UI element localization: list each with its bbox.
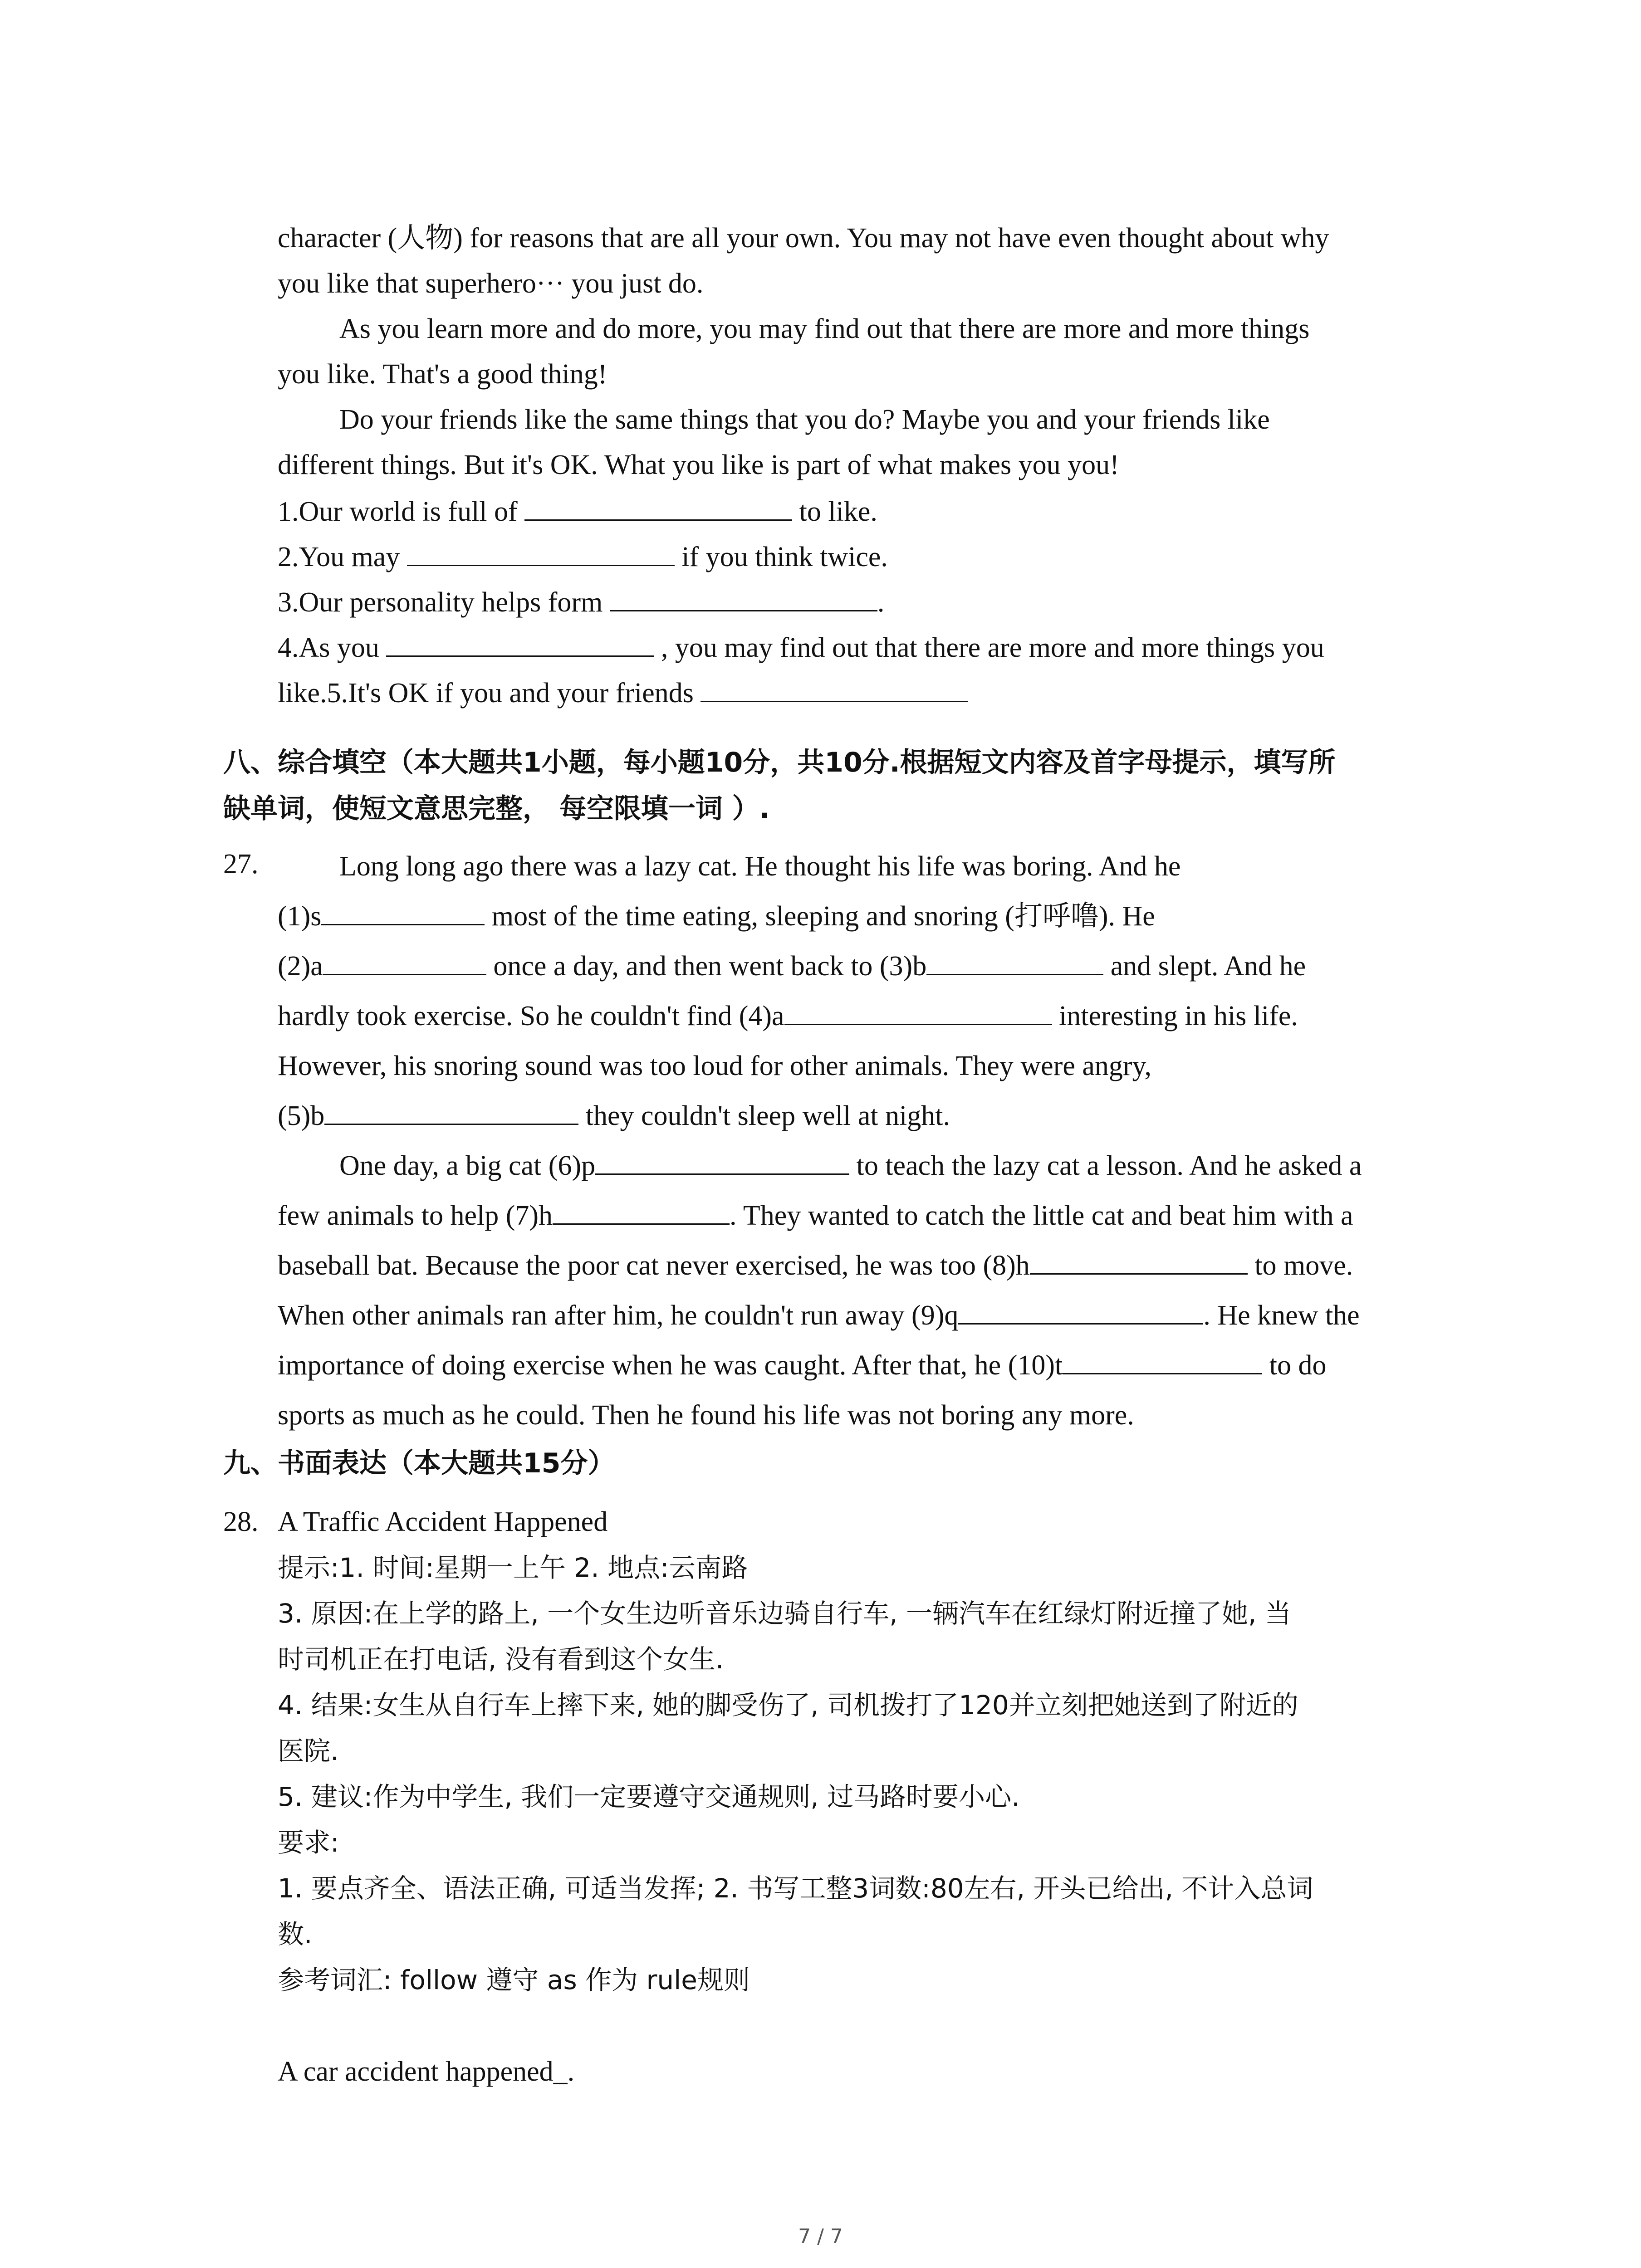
fill-question-4: 4.As you , you may find out that there are more and more things you bbox=[278, 624, 1457, 669]
passage-line: As you learn more and do more, you may find out that there are more and more things bbox=[339, 313, 1310, 344]
cloze-line: Long long ago there was a lazy cat. He thought his life was boring. And he bbox=[339, 851, 1181, 882]
answer-blank[interactable] bbox=[321, 892, 485, 925]
passage-line: character (人物) for reasons that are all your own. You may not have even thought about why bbox=[278, 223, 1329, 254]
cloze-line: One day, a big cat (6)p to teach the lazy cat a lesson. And he asked a bbox=[278, 1141, 1457, 1191]
prompt-line: 提示:1. 时间:星期一上午 2. 地点:云南路 bbox=[278, 1552, 748, 1583]
writing-task bbox=[278, 1499, 1457, 2095]
prompt-line: 医院. bbox=[278, 1735, 339, 1766]
prompt-line: 4. 结果:女生从自行车上摔下来, 她的脚受伤了, 司机拨打了120并立刻把她送到了附近的 bbox=[278, 1690, 1298, 1721]
answer-blank[interactable] bbox=[784, 992, 1052, 1025]
cloze-line: sports as much as he could. Then he found his life was not boring any more. bbox=[278, 1400, 1134, 1431]
answer-blank[interactable] bbox=[1030, 1242, 1248, 1275]
prompt-line: 5. 建议:作为中学生, 我们一定要遵守交通规则, 过马路时要小心. bbox=[278, 1781, 1020, 1812]
prompt-line: 3. 原因:在上学的路上, 一个女生边听音乐边骑自行车, 一辆汽车在红绿灯附近撞了她, 当 bbox=[278, 1598, 1291, 1629]
passage-line: Do your friends like the same things that you do? Maybe you and your friends like bbox=[339, 404, 1270, 435]
prompt-line: 参考词汇: follow 遵守 as 作为 rule规则 bbox=[278, 1965, 750, 1995]
cloze-line: (5)b they couldn't sleep well at night. bbox=[278, 1091, 1457, 1141]
passage-line: you like that superhero··· you just do. bbox=[278, 268, 704, 299]
writing-title: A Traffic Accident Happened bbox=[278, 1506, 608, 1537]
fill-question-3: 3.Our personality helps form . bbox=[278, 578, 1457, 624]
cloze-line: However, his snoring sound was too loud for other animals. They were angry, bbox=[278, 1051, 1151, 1081]
prompt-line: 要求: bbox=[278, 1827, 339, 1858]
cloze-line: (1)s most of the time eating, sleeping and snoring (打呼噜). He bbox=[278, 891, 1457, 941]
cloze-line: baseball bat. Because the poor cat never exercised, he was too (8)h to move. bbox=[278, 1241, 1457, 1290]
answer-blank[interactable] bbox=[595, 1142, 849, 1175]
fill-question-5: like.5.It's OK if you and your friends bbox=[278, 669, 1457, 714]
answer-blank[interactable] bbox=[323, 942, 486, 975]
answer-blank[interactable] bbox=[324, 1092, 578, 1125]
cloze-line: (2)a once a day, and then went back to (3)b and slept. And he bbox=[278, 941, 1457, 991]
answer-blank[interactable] bbox=[958, 1291, 1203, 1325]
cloze-passage bbox=[278, 841, 1457, 1440]
answer-blank[interactable] bbox=[700, 669, 968, 702]
answer-blank[interactable] bbox=[407, 533, 675, 566]
passage-line: you like. That's a good thing! bbox=[278, 359, 607, 390]
answer-blank[interactable] bbox=[1063, 1341, 1262, 1374]
page-number: 7 / 7 bbox=[798, 2225, 843, 2248]
prompt-line: 1. 要点齐全、语法正确, 可适当发挥; 2. 书写工整3词数:80左右, 开头已给出, 不计入总词 bbox=[278, 1873, 1313, 1904]
cloze-line: When other animals ran after him, he couldn't run away (9)q . He knew the bbox=[278, 1290, 1457, 1340]
fill-question-1: 1.Our world is full of to like. bbox=[278, 488, 1457, 533]
answer-blank[interactable] bbox=[926, 942, 1103, 975]
passage-line: different things. But it's OK. What you like is part of what makes you you! bbox=[278, 450, 1119, 480]
question-number: 28. bbox=[223, 1506, 259, 1537]
prompt-line: 数. bbox=[278, 1919, 313, 1950]
answer-blank[interactable] bbox=[610, 578, 877, 611]
prompt-line: 时司机正在打电话, 没有看到这个女生. bbox=[278, 1644, 724, 1675]
fill-question-2: 2.You may if you think twice. bbox=[278, 533, 1457, 578]
cloze-line: few animals to help (7)h . They wanted to catch the little cat and beat him with a bbox=[278, 1191, 1457, 1241]
writing-start-sentence[interactable]: A car accident happened_. bbox=[278, 2056, 575, 2087]
section-8-heading: 八、综合填空（本大题共1小题，每小题10分，共10分.根据短文内容及首字母提示，填写所 缺单词，使短文意思完整， 每空限填一词 ）. bbox=[223, 747, 1336, 825]
section-9-heading: 九、书面表达（本大题共15分） bbox=[223, 1447, 615, 1479]
answer-blank[interactable] bbox=[553, 1192, 730, 1225]
cloze-line: hardly took exercise. So he couldn't find (4)a interesting in his life. bbox=[278, 991, 1457, 1041]
reading-passage bbox=[278, 215, 1457, 714]
cloze-line: importance of doing exercise when he was caught. After that, he (10)t to do bbox=[278, 1340, 1457, 1390]
answer-blank[interactable] bbox=[386, 624, 654, 657]
question-number: 27. bbox=[223, 849, 259, 880]
answer-blank[interactable] bbox=[524, 488, 792, 521]
